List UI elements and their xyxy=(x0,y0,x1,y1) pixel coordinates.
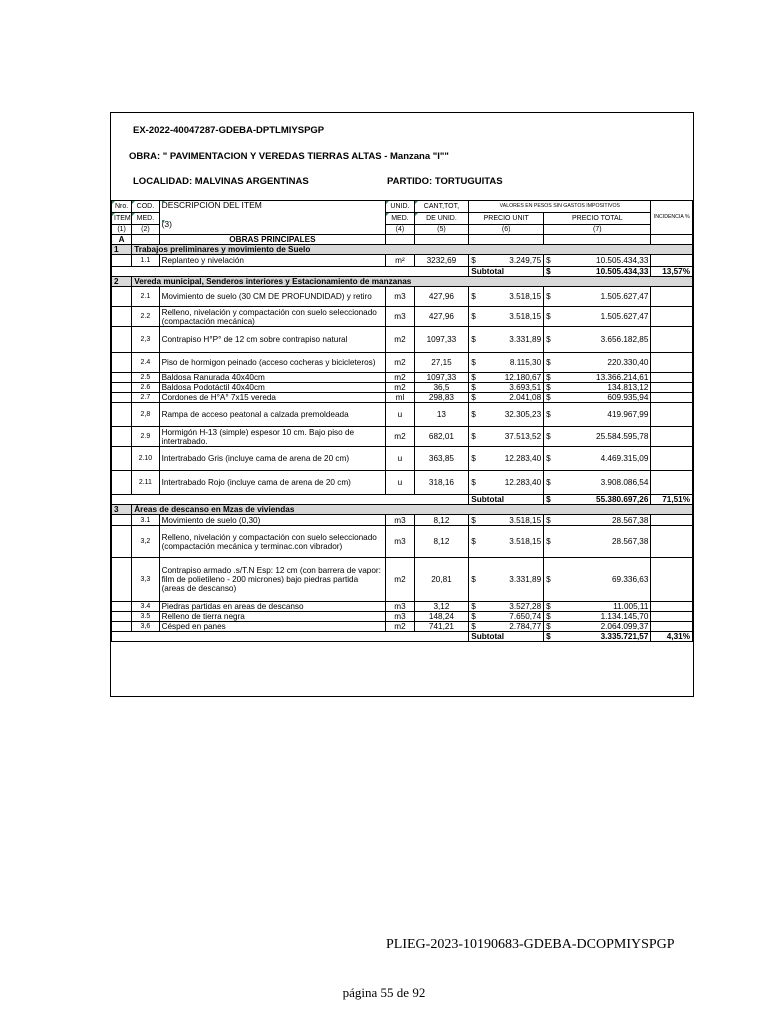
subtotal-row xyxy=(112,632,693,642)
subtotal-row xyxy=(112,267,693,277)
item-quantity: 298,83 xyxy=(414,393,469,403)
group-header-row xyxy=(112,505,693,515)
group-header-row xyxy=(112,245,693,255)
item-description: Relleno, nivelación y compactación con suelo seleccionado (compactación mecánica y terminac.con vibrador) xyxy=(159,526,386,558)
item-unit-price: 3.331,89 xyxy=(479,327,544,353)
subtotal-label: Subtotal xyxy=(469,632,544,642)
item-quantity: 3232,69 xyxy=(414,255,469,267)
item-unit: m3 xyxy=(386,515,414,526)
col-desc-label: DESCRIPCION DEL ITEM xyxy=(162,201,384,210)
total-currency: $ xyxy=(544,287,554,307)
item-quantity: 1097,33 xyxy=(414,373,469,383)
item-quantity: 13 xyxy=(414,403,469,427)
localidad: LOCALIDAD: MALVINAS ARGENTINAS xyxy=(133,176,309,187)
item-code: 2,3 xyxy=(132,327,159,353)
expediente-number: EX-2022-40047287-GDEBA-DPTLMIYSPGP xyxy=(133,125,325,136)
item-total-price: 220.330,40 xyxy=(554,353,651,373)
item-code: 3.5 xyxy=(132,612,159,622)
item-nro-cell xyxy=(112,393,132,403)
col-cant: CANT,TOT, xyxy=(414,201,469,213)
item-unit: ml xyxy=(386,393,414,403)
item-description: Relleno de tierra negra xyxy=(159,612,386,622)
item-nro-cell xyxy=(112,612,132,622)
total-currency: $ xyxy=(544,353,554,373)
item-nro-cell xyxy=(112,427,132,447)
item-description: Piso de hormigon peinado (acceso cocheras y bicicleteros) xyxy=(159,353,386,373)
item-total-price: 419.967,99 xyxy=(554,403,651,427)
col-num-6: (6) xyxy=(469,225,544,235)
item-quantity: 3,12 xyxy=(414,602,469,612)
item-unit: m2 xyxy=(386,383,414,393)
total-currency: $ xyxy=(544,427,554,447)
item-unit-price: 7.650,74 xyxy=(479,612,544,622)
subtotal-value: 55.380.697,26 xyxy=(554,495,651,505)
document-id: PLIEG-2023-10190683-GDEBA-DCOPMIYSPGP xyxy=(386,937,675,952)
item-quantity: 8,12 xyxy=(414,526,469,558)
unit-price-currency: $ xyxy=(469,353,479,373)
item-code: 1.1 xyxy=(132,255,159,267)
group-number: 1 xyxy=(112,245,132,255)
item-incidence-cell xyxy=(651,612,693,622)
item-nro-cell xyxy=(112,307,132,327)
item-code: 2.7 xyxy=(132,393,159,403)
subtotal-incidence: 4,31% xyxy=(651,632,693,642)
item-incidence-cell xyxy=(651,447,693,471)
item-description: Movimiento de suelo (0,30) xyxy=(159,515,386,526)
unit-price-currency: $ xyxy=(469,515,479,526)
col-num-7: (7) xyxy=(544,225,651,235)
unit-price-currency: $ xyxy=(469,403,479,427)
item-incidence-cell xyxy=(651,287,693,307)
item-code: 2.10 xyxy=(132,447,159,471)
item-unit-price: 3.249,75 xyxy=(479,255,544,267)
col-punit: PRECIO UNIT xyxy=(469,213,544,225)
total-currency: $ xyxy=(544,403,554,427)
item-unit-price: 3.527,28 xyxy=(479,602,544,612)
budget-sheet xyxy=(110,112,694,697)
item-unit: m2 xyxy=(386,558,414,602)
item-quantity: 8,12 xyxy=(414,515,469,526)
item-incidence-cell xyxy=(651,393,693,403)
item-description: Hormigón H-13 (simple) espesor 10 cm. Bajo piso de intertrabado. xyxy=(159,427,386,447)
item-nro-cell xyxy=(112,403,132,427)
item-incidence-cell xyxy=(651,622,693,632)
group-header-row xyxy=(112,277,693,287)
item-total-price: 1.505.627,47 xyxy=(554,307,651,327)
col-desc xyxy=(159,201,386,235)
item-total-price: 134.813,12 xyxy=(554,383,651,393)
item-code: 3,2 xyxy=(132,526,159,558)
item-row xyxy=(112,353,693,373)
item-total-price: 3.656.182,85 xyxy=(554,327,651,353)
item-nro-cell xyxy=(112,327,132,353)
col-nro: Nro. xyxy=(112,201,132,213)
total-currency: $ xyxy=(544,602,554,612)
total-currency: $ xyxy=(544,255,554,267)
item-code: 2.2 xyxy=(132,307,159,327)
section-title: OBRAS PRINCIPALES xyxy=(159,235,386,245)
item-quantity: 318,16 xyxy=(414,471,469,495)
item-unit: m3 xyxy=(386,307,414,327)
subtotal-value: 3.335.721,57 xyxy=(554,632,651,642)
unit-price-currency: $ xyxy=(469,622,479,632)
total-currency: $ xyxy=(544,307,554,327)
col-valores: VALORES EN PESOS SIN GASTOS IMPOSITIVOS xyxy=(469,201,651,213)
item-incidence-cell xyxy=(651,383,693,393)
col-unid: UNID. xyxy=(386,201,414,213)
col-incidencia: INCIDENCIA % xyxy=(651,201,693,235)
item-code: 3,6 xyxy=(132,622,159,632)
item-row xyxy=(112,287,693,307)
item-nro-cell xyxy=(112,558,132,602)
subtotal-currency: $ xyxy=(544,267,554,277)
item-total-price: 609.935,94 xyxy=(554,393,651,403)
item-nro-cell xyxy=(112,373,132,383)
item-code: 2.4 xyxy=(132,353,159,373)
item-incidence-cell xyxy=(651,327,693,353)
item-unit-price: 3.518,15 xyxy=(479,307,544,327)
item-row xyxy=(112,373,693,383)
item-unit-price: 3.518,15 xyxy=(479,515,544,526)
item-quantity: 36,5 xyxy=(414,383,469,393)
unit-price-currency: $ xyxy=(469,526,479,558)
item-nro-cell xyxy=(112,255,132,267)
item-total-price: 3.908.086,54 xyxy=(554,471,651,495)
item-row xyxy=(112,447,693,471)
item-incidence-cell xyxy=(651,403,693,427)
subtotal-currency: $ xyxy=(544,632,554,642)
item-unit-price: 3.518,15 xyxy=(479,526,544,558)
item-unit: m3 xyxy=(386,602,414,612)
item-incidence-cell xyxy=(651,602,693,612)
col-desc-num: (3) xyxy=(162,220,384,229)
item-nro-cell xyxy=(112,622,132,632)
item-row xyxy=(112,383,693,393)
item-unit: m2 xyxy=(386,373,414,383)
item-total-price: 1.505.627,47 xyxy=(554,287,651,307)
item-unit: u xyxy=(386,403,414,427)
item-description: Intertrabado Rojo (incluye cama de arena de 20 cm) xyxy=(159,471,386,495)
item-unit: m2 xyxy=(386,327,414,353)
item-quantity: 741,21 xyxy=(414,622,469,632)
subtotal-blank xyxy=(112,267,469,277)
item-incidence-cell xyxy=(651,255,693,267)
col-num-5: (5) xyxy=(414,225,469,235)
item-row xyxy=(112,558,693,602)
item-total-price: 10.505.434,33 xyxy=(554,255,651,267)
col-num-1: (1) xyxy=(112,225,132,235)
table-body xyxy=(112,245,693,642)
item-quantity: 148,24 xyxy=(414,612,469,622)
item-quantity: 427,96 xyxy=(414,287,469,307)
item-quantity: 682,01 xyxy=(414,427,469,447)
col-item: ITEM xyxy=(112,213,132,225)
item-description: Intertrabado Gris (incluye cama de arena de 20 cm) xyxy=(159,447,386,471)
item-unit: m2 xyxy=(386,427,414,447)
item-total-price: 28.567,38 xyxy=(554,526,651,558)
item-nro-cell xyxy=(112,447,132,471)
item-code: 2.6 xyxy=(132,383,159,393)
item-total-price: 28.567,38 xyxy=(554,515,651,526)
col-cod: COD. xyxy=(132,201,159,213)
subtotal-blank xyxy=(112,495,469,505)
item-total-price: 25.584.595,78 xyxy=(554,427,651,447)
item-description: Movimiento de suelo (30 CM DE PROFUNDIDAD) y retiro xyxy=(159,287,386,307)
subtotal-row xyxy=(112,495,693,505)
item-unit: u xyxy=(386,447,414,471)
col-med: MED. xyxy=(132,213,159,225)
item-row xyxy=(112,602,693,612)
subtotal-blank xyxy=(112,632,469,642)
subtotal-incidence: 71,51% xyxy=(651,495,693,505)
item-total-price: 11.005,11 xyxy=(554,602,651,612)
total-currency: $ xyxy=(544,373,554,383)
item-unit-price: 37.513,52 xyxy=(479,427,544,447)
item-incidence-cell xyxy=(651,515,693,526)
item-row xyxy=(112,307,693,327)
item-description: Césped en panes xyxy=(159,622,386,632)
item-nro-cell xyxy=(112,287,132,307)
item-unit-price: 2.041,08 xyxy=(479,393,544,403)
unit-price-currency: $ xyxy=(469,383,479,393)
item-code: 3.1 xyxy=(132,515,159,526)
item-unit-price: 32.305,23 xyxy=(479,403,544,427)
item-incidence-cell xyxy=(651,526,693,558)
unit-price-currency: $ xyxy=(469,307,479,327)
col-unid-med: MED. xyxy=(386,213,414,225)
item-quantity: 27,15 xyxy=(414,353,469,373)
item-unit: m3 xyxy=(386,287,414,307)
item-code: 2,8 xyxy=(132,403,159,427)
total-currency: $ xyxy=(544,526,554,558)
item-description: Cordones de H°A° 7x15 vereda xyxy=(159,393,386,403)
col-num-4: (4) xyxy=(386,225,414,235)
total-currency: $ xyxy=(544,558,554,602)
item-code: 2.11 xyxy=(132,471,159,495)
item-row xyxy=(112,403,693,427)
item-description: Replanteo y nivelación xyxy=(159,255,386,267)
item-nro-cell xyxy=(112,471,132,495)
total-currency: $ xyxy=(544,393,554,403)
col-ptotal: PRECIO TOTAL xyxy=(544,213,651,225)
unit-price-currency: $ xyxy=(469,393,479,403)
item-incidence-cell xyxy=(651,373,693,383)
unit-price-currency: $ xyxy=(469,427,479,447)
col-num-2: (2) xyxy=(132,225,159,235)
item-code: 2.9 xyxy=(132,427,159,447)
item-unit: m² xyxy=(386,255,414,267)
group-number: 3 xyxy=(112,505,132,515)
item-description: Contrapiso armado .s/T.N Esp: 12 cm (con barrera de vapor: film de polietileno - 200 micrones) bajo piedras partida (areas de descanso) xyxy=(159,558,386,602)
item-unit-price: 12.283,40 xyxy=(479,471,544,495)
item-nro-cell xyxy=(112,602,132,612)
subtotal-value: 10.505.434,33 xyxy=(554,267,651,277)
item-description: Relleno, nivelación y compactación con suelo seleccionado (compactación mecánica) xyxy=(159,307,386,327)
item-description: Baldosa Podotáctil 40x40cm xyxy=(159,383,386,393)
item-total-price: 69.336,63 xyxy=(554,558,651,602)
subtotal-currency: $ xyxy=(544,495,554,505)
item-row xyxy=(112,515,693,526)
budget-table xyxy=(111,200,693,642)
item-row xyxy=(112,427,693,447)
unit-price-currency: $ xyxy=(469,255,479,267)
total-currency: $ xyxy=(544,447,554,471)
unit-price-currency: $ xyxy=(469,471,479,495)
item-nro-cell xyxy=(112,353,132,373)
unit-price-currency: $ xyxy=(469,612,479,622)
unit-price-currency: $ xyxy=(469,602,479,612)
item-unit: m2 xyxy=(386,622,414,632)
partido: PARTIDO: TORTUGUITAS xyxy=(387,176,503,187)
item-row xyxy=(112,471,693,495)
item-row xyxy=(112,255,693,267)
item-nro-cell xyxy=(112,515,132,526)
item-incidence-cell xyxy=(651,427,693,447)
item-unit-price: 2.784,77 xyxy=(479,622,544,632)
item-incidence-cell xyxy=(651,307,693,327)
subtotal-incidence: 13,57% xyxy=(651,267,693,277)
group-number: 2 xyxy=(112,277,132,287)
group-title: Áreas de descanso en Mzas de viviendas xyxy=(132,505,693,515)
page-number: página 55 de 92 xyxy=(342,985,426,1000)
subtotal-label: Subtotal xyxy=(469,267,544,277)
item-row xyxy=(112,393,693,403)
item-description: Rampa de acceso peatonal a calzada premoldeada xyxy=(159,403,386,427)
total-currency: $ xyxy=(544,383,554,393)
item-total-price: 1.134.145,70 xyxy=(554,612,651,622)
item-total-price: 4.469.315,09 xyxy=(554,447,651,471)
item-total-price: 2.064.099,37 xyxy=(554,622,651,632)
item-quantity: 427,96 xyxy=(414,307,469,327)
item-quantity: 20,81 xyxy=(414,558,469,602)
total-currency: $ xyxy=(544,471,554,495)
total-currency: $ xyxy=(544,327,554,353)
item-quantity: 1097,33 xyxy=(414,327,469,353)
total-currency: $ xyxy=(544,612,554,622)
item-row xyxy=(112,612,693,622)
item-unit-price: 3.518,15 xyxy=(479,287,544,307)
item-description: Baldosa Ranurada 40x40cm xyxy=(159,373,386,383)
group-title: Vereda municipal, Senderos interiores y Estacionamiento de manzanas xyxy=(132,277,693,287)
item-incidence-cell xyxy=(651,353,693,373)
item-unit-price: 3.331,89 xyxy=(479,558,544,602)
section-letter: A xyxy=(112,235,132,245)
item-unit: m3 xyxy=(386,526,414,558)
unit-price-currency: $ xyxy=(469,558,479,602)
item-code: 3,3 xyxy=(132,558,159,602)
item-quantity: 363,85 xyxy=(414,447,469,471)
item-description: Piedras partidas en areas de descanso xyxy=(159,602,386,612)
item-code: 2.5 xyxy=(132,373,159,383)
total-currency: $ xyxy=(544,515,554,526)
group-title: Trabajos preliminares y movimiento de Suelo xyxy=(132,245,693,255)
item-description: Contrapiso H°P° de 12 cm sobre contrapiso natural xyxy=(159,327,386,353)
item-incidence-cell xyxy=(651,471,693,495)
item-unit: u xyxy=(386,471,414,495)
obra-title: OBRA: " PAVIMENTACION Y VEREDAS TIERRAS ALTAS - Manzana "I"" xyxy=(129,151,449,162)
item-unit-price: 3.693,51 xyxy=(479,383,544,393)
item-code: 3.4 xyxy=(132,602,159,612)
item-incidence-cell xyxy=(651,558,693,602)
item-unit: m2 xyxy=(386,353,414,373)
item-nro-cell xyxy=(112,526,132,558)
item-row xyxy=(112,526,693,558)
unit-price-currency: $ xyxy=(469,287,479,307)
item-unit-price: 8.115,30 xyxy=(479,353,544,373)
item-row xyxy=(112,622,693,632)
item-unit: m3 xyxy=(386,612,414,622)
item-unit-price: 12.180,67 xyxy=(479,373,544,383)
unit-price-currency: $ xyxy=(469,447,479,471)
unit-price-currency: $ xyxy=(469,373,479,383)
unit-price-currency: $ xyxy=(469,327,479,353)
total-currency: $ xyxy=(544,622,554,632)
item-total-price: 13.366.214,61 xyxy=(554,373,651,383)
item-unit-price: 12.283,40 xyxy=(479,447,544,471)
item-code: 2.1 xyxy=(132,287,159,307)
subtotal-label: Subtotal xyxy=(469,495,544,505)
item-nro-cell xyxy=(112,383,132,393)
item-row xyxy=(112,327,693,353)
col-cant-2: DE UNID. xyxy=(414,213,469,225)
table-header xyxy=(112,201,693,245)
